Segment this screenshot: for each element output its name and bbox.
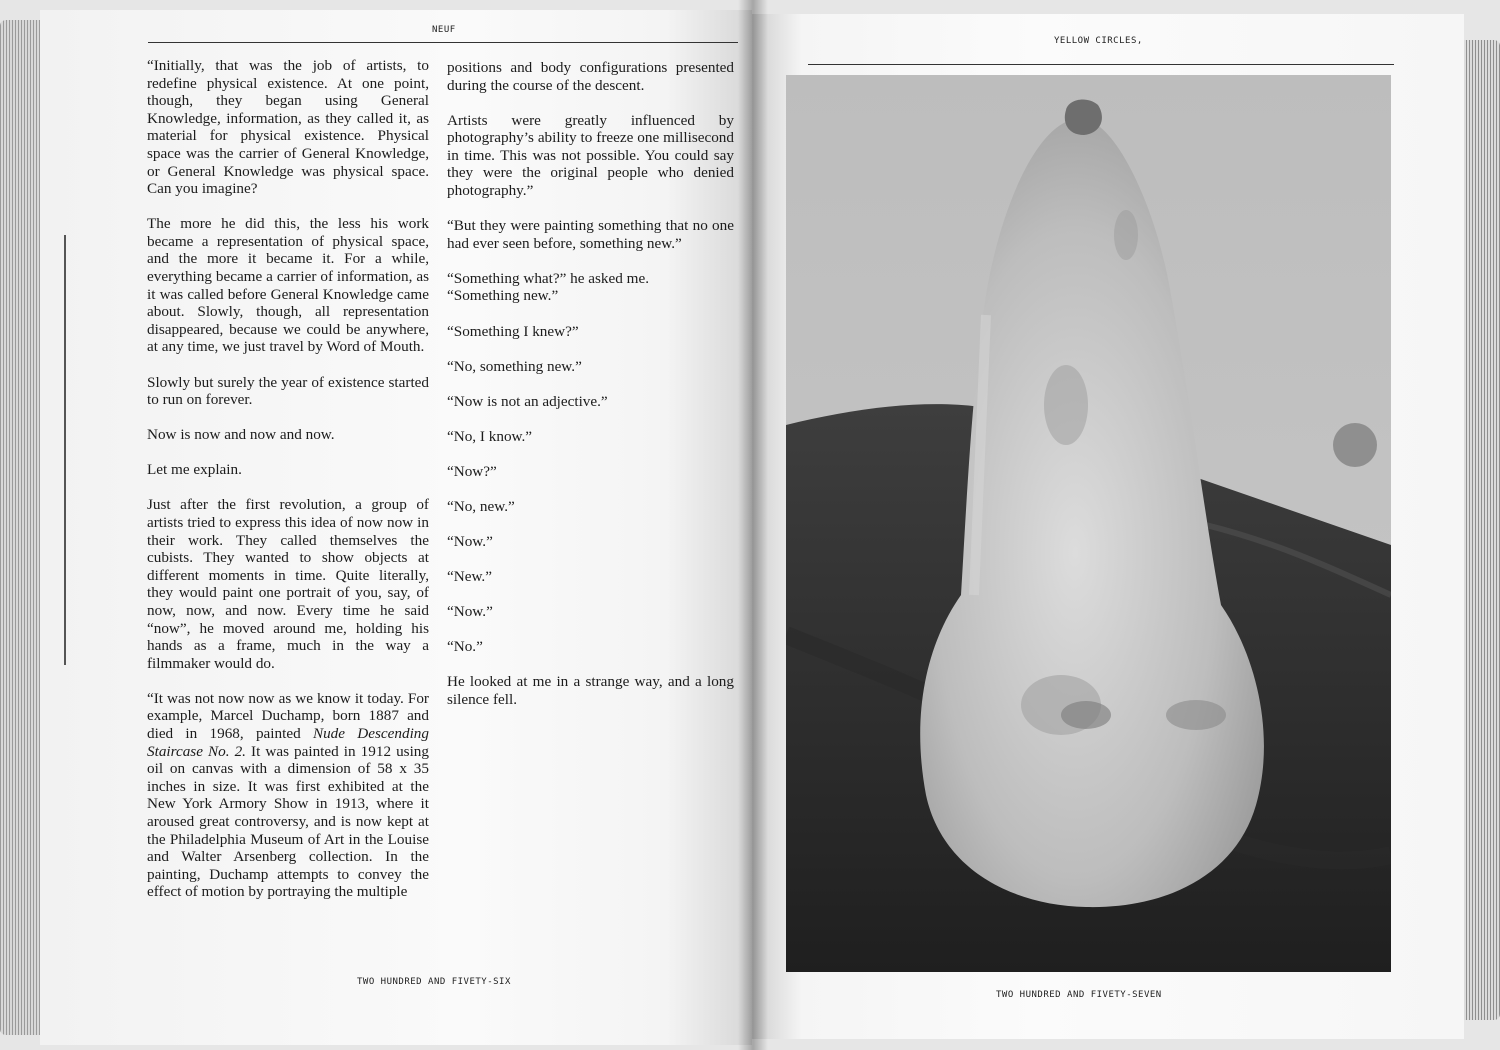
header-rule-right	[808, 64, 1394, 65]
page-number-right: TWO HUNDRED AND FIVETY-SEVEN	[996, 990, 1162, 1000]
dialogue-line: “No, I know.”	[447, 427, 533, 445]
running-head-right: YELLOW CIRCLES,	[1054, 36, 1143, 46]
dialogue-line: “No, new.”	[447, 498, 515, 515]
dialogue-line: “No, something new.”	[447, 357, 582, 375]
dialogue-line: “Something new.”	[447, 287, 559, 305]
paragraph: Now is now and now and now.	[147, 426, 335, 444]
running-head-left: NEUF	[432, 25, 456, 35]
dialogue-line: “Now?”	[447, 462, 497, 480]
paragraph: Just after the first revolution, a group of artists tried to express this idea of now now in their work. They called themselves the cubists. They wanted to show objects at different moments in time. Quite literally, they would paint one portrait of you, say, of now, now, and now. Every time he said “now”, he moved around me, holding his hands as a frame, much in the way a filmmaker would do.	[147, 496, 429, 672]
paragraph: The more he did this, the less his work became a representation of physical space, and the more it became it. For a while, everything became a carrier of information, as it was called before General Knowledge came about. Slowly, though, all representation disappeared, because we could be anywhere, at any time, we just travel by Word of Mouth.	[147, 215, 429, 356]
text-column-1	[147, 57, 429, 901]
paragraph: Artists were greatly influenced by photography’s ability to freeze one millisecond in time. This was not possible. You could say they were the original people who denied photography.”	[447, 111, 734, 200]
paragraph: positions and body configurations presented during the course of the descent.	[447, 59, 734, 94]
margin-mark	[64, 235, 66, 665]
page-number-left: TWO HUNDRED AND FIVETY-SIX	[357, 977, 511, 987]
paragraph: “But they were painting something that no one had ever seen before, something new.”	[447, 217, 734, 252]
text-run: It was painted in 1912 using oil on canvas with a dimension of 58 x 35 inches in size. It was first exhibited at the New York Armory Show in 1913, where it aroused great controversy, and is now kept at the Philadelphia Museum of Art in the Louise and Walter Arsenberg collection. In the painting, Duchamp attempts to convey the effect of motion by portraying the multiple	[147, 742, 429, 901]
header-rule-left	[148, 42, 738, 43]
paragraph: He looked at me in a strange way, and a long silence fell.	[447, 673, 734, 709]
paragraph: “Initially, that was the job of artists, to redefine physical existence. At one point, though, they began using General Knowledge, information, as they called it, as material for physical existence. Physical space was the carrier of General Knowledge, or General Knowledge was physical space. Can you imagine?	[147, 57, 429, 198]
artwork-title: Nude Descending Staircase No. 2.	[147, 725, 429, 760]
butternut-squash-photo	[786, 75, 1391, 972]
paragraph: Slowly but surely the year of existence started to run on forever.	[147, 373, 429, 409]
dialogue-line: “Now.”	[447, 533, 493, 551]
dialogue-line: “No.”	[447, 638, 483, 656]
dialogue-line: “Now.”	[447, 603, 493, 621]
dialogue-line: “New.”	[447, 568, 492, 586]
dialogue-line: “Something what?” he asked me.	[447, 269, 650, 287]
book-gutter	[738, 0, 768, 1050]
page-edges-right	[1458, 40, 1500, 1020]
text-column-2	[447, 59, 734, 726]
paragraph-duchamp	[147, 690, 429, 901]
dialogue-line: “Something I knew?”	[447, 322, 579, 340]
text-run: “It was not now now as we know it today. For example, Marcel Duchamp, born 1887 and died in 1968, painted	[147, 689, 429, 742]
paragraph: Let me explain.	[147, 461, 242, 479]
dialogue-line: “Now is not an adjective.”	[447, 392, 608, 410]
